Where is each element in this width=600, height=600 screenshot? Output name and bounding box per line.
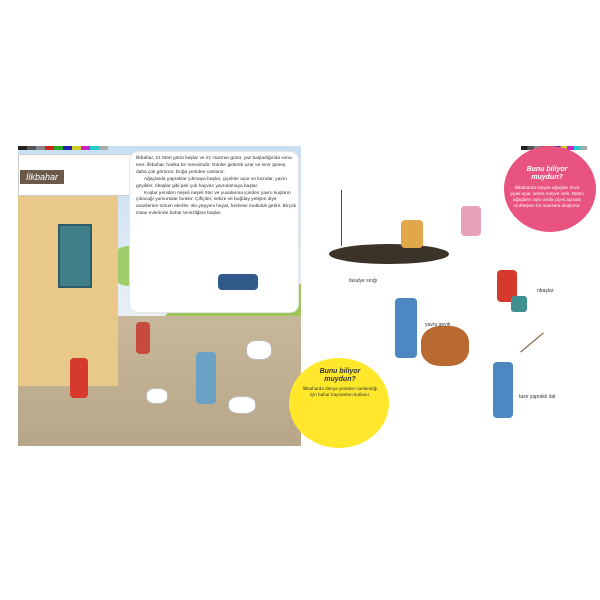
bubble-title: Bunu biliyor muydun? [526,166,568,181]
soil-patch [329,244,449,264]
bubble-body: İlkbaharda meyve ağaçları önce çiçek açar, sonra meyve verir. Bütün ağaçların aynı anda çiçek açması muhteşem bir manzara oluşturur. [510,185,584,208]
child-with-lamb [70,358,88,398]
sheep [246,340,272,360]
paragraph: Ağaçlarda yapraklar çıkmaya başlar, çiçekler açar ve kuzular, yavru geyikler, nbaşlar gibi pek çok hayvan yavrulamaya başlar. [136,176,287,189]
bean-poles [341,190,392,246]
sheep [228,396,256,414]
child-with-branch [493,362,513,418]
tadpole-jar [511,296,527,312]
season-banner: İlkbahar [20,170,64,184]
season-text [136,156,296,218]
paragraph: İlkbahar, 21 Mart günü başlar ve 21 Haziran günü, yaz başladığında sona erer. İlkbahar, harika bir mevsimdir. Günler giderek uzar ve sınır güneş daha çok görünür. Doğa yeniden canlanır. [136,156,292,175]
caption-bean-pole: fasulye sırığı [349,278,378,284]
lamb [146,388,168,404]
leafy-branch [520,332,544,352]
house-window [58,224,92,288]
bubble-title: Bunu biliyor muydun? [319,368,361,383]
bubble-body: İlkbaharda dünya yeniden canlandığı için bahar bayramları kutlanır. [302,386,378,397]
right-page [301,146,590,446]
fawn [421,326,469,366]
book-spread [18,146,590,446]
did-you-know-content [501,166,593,224]
caption-fawn: yavru geyik [425,322,451,328]
child-with-fawn [395,298,417,358]
tractor [218,274,258,290]
paragraph: Kuşlar yeniden neşeli neşeli öter ve yuvalarına içinden yavru kuşların çıkacağı yumurtalar bırakır. Çiftçiler, sebze ve buğday yetişen diye arazilerine tohum ekerler. Bu yepyeni hayat, herkese mutluluk getirir. Birçok insan evlerinde bahar temizliğine başlar. [136,190,296,217]
caption-tadpoles: nbaşlar [537,288,554,294]
caption-branch: taze yapraklı dal [519,394,556,400]
child-watering [461,206,481,236]
color-calibration-strip [18,146,108,150]
left-page [18,146,301,446]
child-with-basket [136,322,150,354]
did-you-know-content [297,368,383,398]
child-planting [401,220,423,248]
girl-with-hay [196,352,216,404]
